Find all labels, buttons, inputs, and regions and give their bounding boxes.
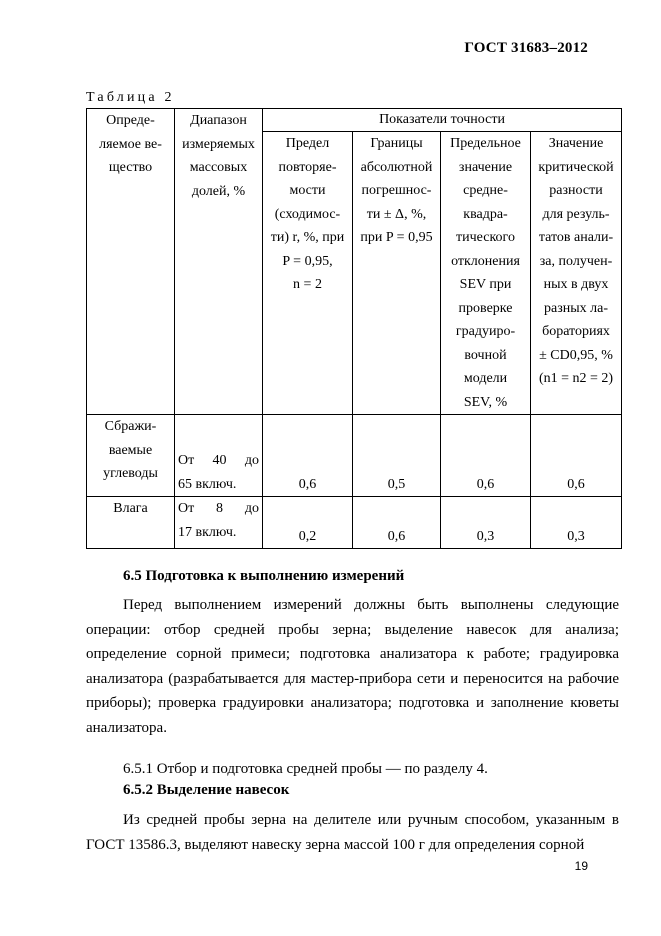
range-to: до [244, 501, 259, 516]
section-6-5-paragraph: Перед выполнением измерений должны быть выполнены следующие операции: отбор средней пробы зерна; выделение навесок для анализа; определение сорной примеси; подготовка анализатора к работе; градуировка анализатора (разрабатывается для мастер-прибора сети и переносится на рабочие приборы); проверка градуировки анализатора; подготовка и заполнение кюветы анализатора. [86, 597, 619, 736]
sev-header-text: Предельное значение средне- квадра- тического отклонения SEV при проверке градуиро- вочной модели SEV, % [450, 136, 521, 410]
accuracy-group-header: Показатели точности [263, 109, 622, 132]
range-min: 8 [216, 501, 224, 516]
row-value: 0,2 [263, 497, 353, 549]
document-header: ГОСТ 31683–2012 [464, 40, 588, 56]
row-value: 0,6 [353, 497, 441, 549]
row-substance: Сбражи- ваемые углеводы [87, 415, 175, 497]
row-value: 0,6 [441, 415, 531, 497]
range-from: От [178, 453, 195, 468]
row-value: 0,6 [531, 415, 622, 497]
repeatability-header-text: Предел повторяе- мости (сходимос- ти) r, %, при P = 0,95, n = 2 [270, 136, 345, 292]
item-6-5-1: 6.5.1 Отбор и подготовка средней пробы — по разделу 4. [123, 761, 488, 777]
row-value: 0,3 [441, 497, 531, 549]
col-repeatability-header [263, 132, 353, 415]
col-sev-header [441, 132, 531, 415]
range-from: От [178, 501, 195, 516]
col-error-bounds-header [353, 132, 441, 415]
row-range [175, 497, 263, 549]
section-6-5-2-paragraph: Из средней пробы зерна на делителе или ручным способом, указанным в ГОСТ 13586.3, выделяют навеску зерна массой 100 г для определения сорной [86, 812, 619, 853]
range-min: 40 [212, 453, 227, 468]
row-value: 0,6 [263, 415, 353, 497]
col-substance-header: Опреде- ляемое ве- щество [87, 109, 175, 415]
accuracy-table [86, 108, 622, 549]
col-range-header: Диапазон измеряемых массовых долей, % [175, 109, 263, 415]
row-value: 0,3 [531, 497, 622, 549]
section-6-5-heading: 6.5 Подготовка к выполнению измерений [123, 568, 405, 584]
range-max: 17 включ. [178, 524, 237, 540]
row-value: 0,5 [353, 415, 441, 497]
page-number: 19 [574, 859, 588, 873]
table-row [87, 415, 622, 497]
critical-diff-header-text: Значение критической разности для резуль- татов анали- за, получен- ных в двух разных ла- бораториях ± CD0,95, % (n1 = n2 = 2) [538, 136, 614, 386]
row-substance: Влага [87, 497, 175, 549]
range-to: до [244, 453, 259, 468]
error-bounds-header-text: Границы абсолютной погрешнос- ти ± Δ, %, при P = 0,95 [360, 136, 433, 245]
table-caption: Таблица 2 [86, 90, 175, 105]
table-row [87, 497, 622, 549]
col-critical-diff-header [531, 132, 622, 415]
section-6-5-2-heading: 6.5.2 Выделение навесок [123, 782, 290, 798]
range-max: 65 включ. [178, 476, 237, 492]
row-range [175, 415, 263, 497]
